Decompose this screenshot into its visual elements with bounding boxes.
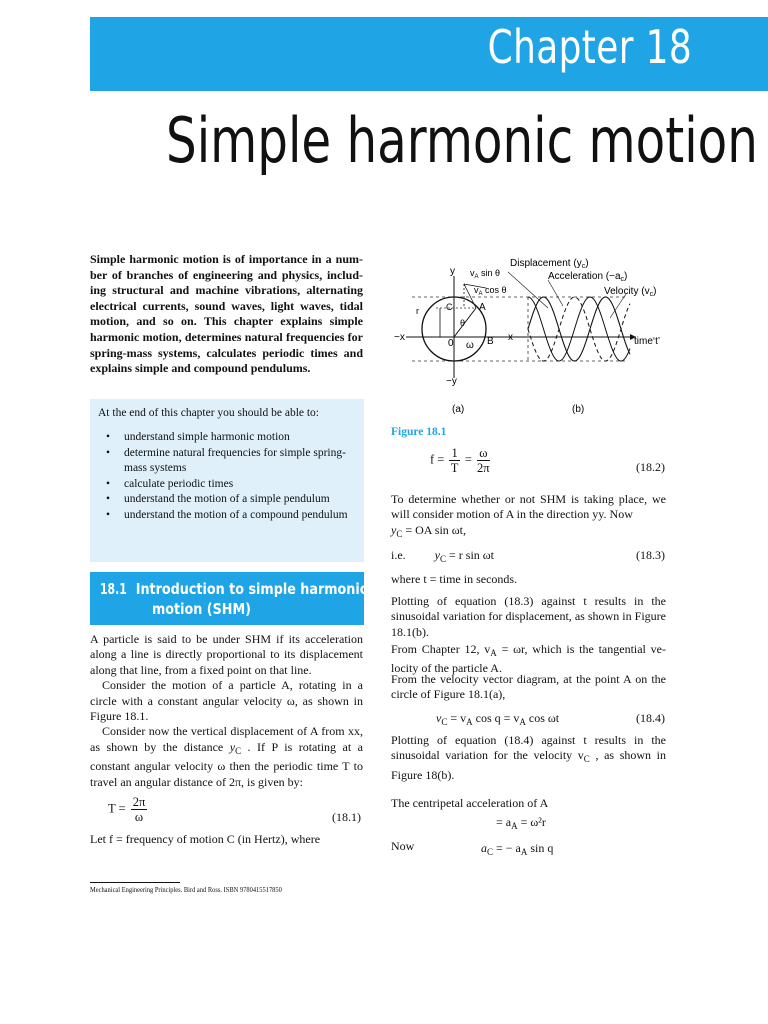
time-label: time‘t’ [634,336,661,347]
acceleration-label: Acceleration $(-a_c)$ [548,271,628,283]
neg-x-label: −x [394,332,405,343]
section-number: 18.1 [100,580,127,598]
now-label: Now [391,839,415,853]
acceleration-equation: $a_C$ = − $a_A$ sin q [481,841,554,857]
right-paragraph: Plotting of equation (18.4) against t results in the sinusoidal variation for the velocity $v_C$ , as shown in Figure 18(b). [391,733,667,782]
section-title-line1: Introduction to simple harmonic [135,580,368,598]
chapter-title: Simple harmonic motion [166,104,758,177]
section-title-line2: motion (SHM) [152,600,251,618]
objectives-list [98,430,356,523]
right-paragraph: Plotting of equation (18.3) against t results in the sinusoidal variation for displacement, as shown in Figure 18.1(b). [391,594,666,639]
objectives-box [90,399,364,562]
point-c-label: C [446,302,453,312]
figure-caption: Figure 18.1 [391,426,447,438]
equation-18-3: i.e. $y_C = r$ sin ωt [391,548,495,564]
equation-18-2: f = $\frac{1}{T}$ = $\frac{\omega}{2\pi}$ [430,446,490,475]
x-label: x [508,332,513,343]
velocity-label: Velocity $(v_c)$ [604,286,657,298]
displacement-label: Displacement $(y_c)$ [510,258,589,270]
right-paragraph: From the velocity vector diagram, at the point A on the circle of Figure 18.1(a), [391,672,666,702]
va-cos-label: $v_A$ cos θ [474,285,507,297]
figure-18-1 [388,248,668,418]
centripetal-equation: = $a_A = \omega^2r$ [496,815,546,831]
objective-item: • understand the motion of a simple pendulum [98,492,356,508]
origin-label: 0 [448,338,454,349]
equation-number: (18.1) [332,810,361,824]
equation-18-4: $v_C = v_A$ $\cos q = v_A$ cos ωt [436,711,560,727]
equation-18-1: T = $\frac{2\pi}{\omega}$ [108,795,146,824]
subfigure-a-label: (a) [452,404,465,415]
objective-item: • determine natural frequencies for simple spring- mass systems [98,446,356,477]
equation-number: (18.2) [636,460,665,474]
subfigure-b-label: (b) [572,404,585,415]
radius-label: r [416,306,419,316]
velocity-curve [528,297,630,361]
paragraph: Consider the motion of a particle A, rotating in a circle with a constant angular velocity ω, as shown in Figure 18.1. [90,678,363,724]
footnote: Mechanical Engineering Principles. Bird and Ross. ISBN 9780415517850 [90,885,282,894]
right-paragraph: From Chapter 12, $v_A = \omega r$, which is the tangential ve- locity of the particle A. [391,642,666,676]
right-paragraph: The centripetal acceleration of A [391,796,549,810]
y-label: y [450,266,455,277]
theta-label: θ [460,318,466,328]
intro-paragraph: Simple harmonic motion is of importance in a num- ber of branches of engineering and physics, includ- ing structural and machine vibrations, alternating electrical currents, sound waves, light waves, tidal motion, and so on. This chapter explains simple harmonic motion, determines natural frequencies for spring-mass systems, calculates periodic times and explains simple and compound pendulums. [90,252,363,376]
objectives-lead: At the end of this chapter you should be able to: [98,407,320,419]
chapter-number: Chapter 18 [487,20,692,74]
section-heading [90,572,368,625]
footnote-rule [90,882,180,883]
right-paragraph: where t = time in seconds. [391,572,518,586]
omega-label: ω [466,340,474,351]
paragraph: Let f = frequency of motion C (in Hertz), where [90,832,321,846]
va-sin-label: $v_A$ sin θ [470,268,501,280]
right-paragraph: To determine whether or not SHM is taking place, we will consider motion of A in the direction yy. Now $y_C$ = OA sin ωt, [391,492,666,539]
paragraph: Consider now the vertical displacement of A from xx, as shown by the distance $y_C$ . If P is rotating at a constant angular velocity ω then the periodic time T to travel an angular distance of 2π, is given by: [90,724,363,789]
objective-item: • understand the motion of a compound pendulum [98,508,356,524]
paragraph: A particle is said to be under SHM if its acceleration along a line is directly proportional to its displacement along that line, from a fixed point on that line. [90,632,363,677]
neg-y-label: −y [446,376,457,387]
equation-number: (18.3) [636,548,665,562]
objective-item: • calculate periodic times [98,477,356,493]
left-body-text [90,632,363,790]
objective-item: • understand simple harmonic motion [98,430,356,446]
equation-number: (18.4) [636,711,665,725]
point-a-label: A [479,302,486,313]
point-b-label: B [487,336,494,347]
